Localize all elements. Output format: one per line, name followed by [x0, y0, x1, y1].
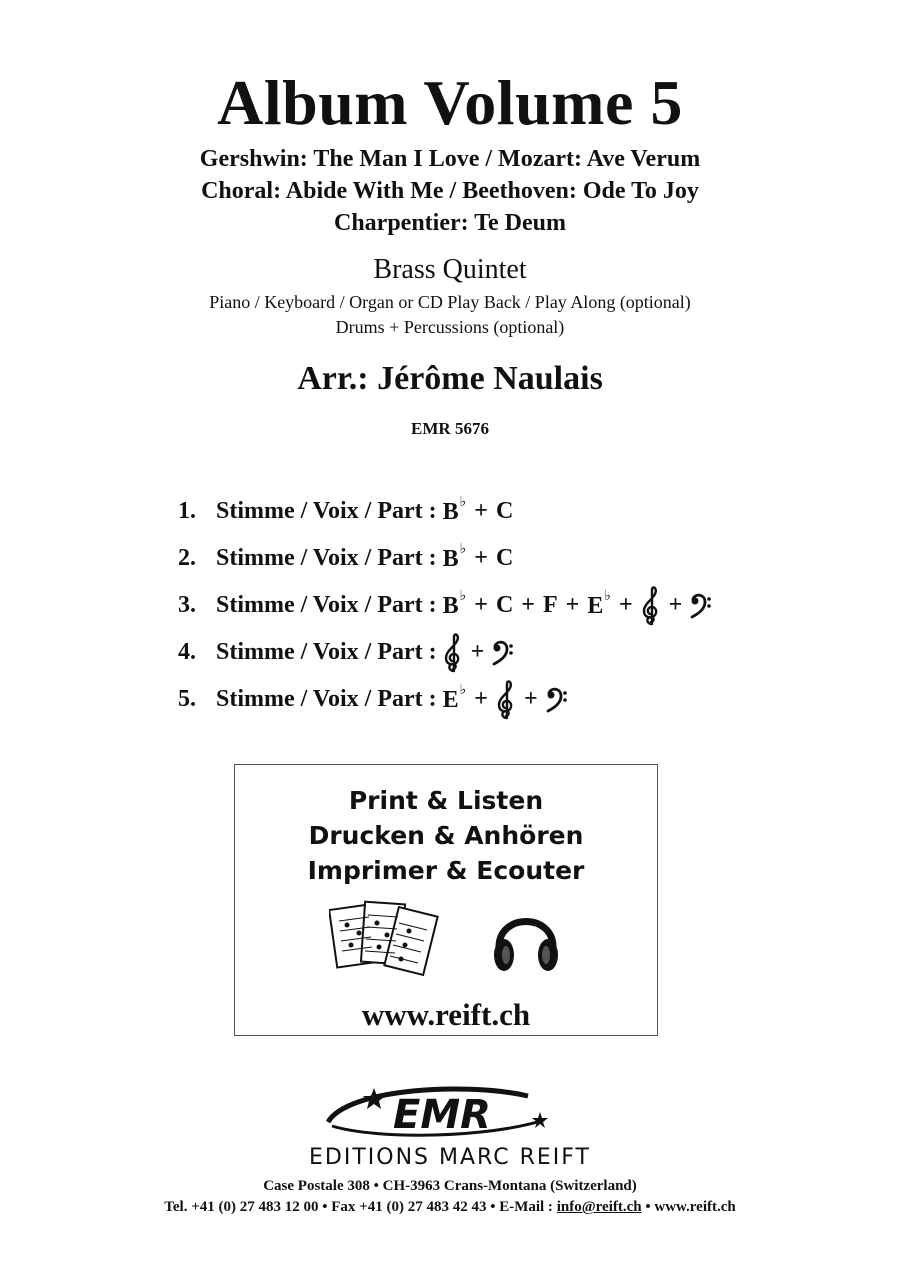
- part-number: 1.: [178, 498, 196, 524]
- key-e-flat: E♭: [442, 682, 467, 713]
- parts-list: [178, 488, 828, 723]
- part-row-4: [178, 629, 828, 676]
- headphones-icon: [491, 901, 561, 979]
- bass-clef-icon: [690, 593, 712, 619]
- treble-clef-icon: [641, 586, 661, 626]
- part-number: 4.: [178, 639, 196, 665]
- key-c: C: [495, 498, 514, 524]
- ensemble-label: Brass Quintet: [373, 254, 527, 285]
- emr-logo: [318, 1082, 558, 1142]
- key-b-flat: B♭: [442, 588, 467, 619]
- subtitle-line-2: Choral: Abide With Me / Beethoven: Ode To Joy: [201, 178, 699, 204]
- publisher-contact: [0, 1197, 900, 1217]
- plus-sign: +: [618, 592, 633, 618]
- instrumentation-line-1: Piano / Keyboard / Organ or CD Play Back / Play Along (optional): [209, 292, 691, 312]
- key-e-flat: E♭: [587, 588, 611, 619]
- flat-sign-icon: ♭: [459, 588, 467, 604]
- part-label: Stimme / Voix / Part :: [216, 639, 437, 665]
- svg-text:EMR: EMR: [393, 1092, 491, 1138]
- part-number: 3.: [178, 592, 196, 618]
- part-row-3: [178, 582, 828, 629]
- flat-sign-icon: ♭: [459, 682, 467, 698]
- promo-line-2: Drucken & Anhören: [308, 821, 584, 850]
- bass-clef-icon: [492, 640, 514, 666]
- plus-sign: +: [565, 592, 580, 618]
- promo-line-1: Print & Listen: [348, 786, 544, 815]
- promo-line-3: Imprimer & Ecouter: [307, 856, 585, 885]
- key-c: C: [495, 592, 514, 618]
- bass-clef-icon: [546, 687, 568, 713]
- plus-sign: +: [474, 545, 488, 571]
- publisher-name: EDITIONS MARC REIFT: [309, 1145, 591, 1170]
- plus-sign: +: [668, 592, 683, 618]
- plus-sign: +: [474, 592, 488, 618]
- plus-sign: +: [474, 498, 488, 524]
- part-row-2: [178, 535, 828, 582]
- key-b-flat: B♭: [442, 494, 467, 525]
- part-row-5: [178, 676, 828, 723]
- arranger-credit: Arr.: Jérôme Naulais: [297, 360, 603, 397]
- key-f: F: [542, 592, 558, 618]
- contact-suffix: • www.reift.ch: [641, 1199, 736, 1215]
- part-label: Stimme / Voix / Part :: [216, 545, 437, 571]
- flat-sign-icon: ♭: [459, 494, 467, 510]
- part-row-1: [178, 488, 828, 535]
- sheet-music-icon: [329, 899, 439, 981]
- subtitle-line-3: Charpentier: Te Deum: [334, 210, 566, 236]
- part-label: Stimme / Voix / Part :: [216, 686, 437, 712]
- part-label: Stimme / Voix / Part :: [216, 498, 437, 524]
- email-link[interactable]: info@reift.ch: [556, 1199, 642, 1215]
- part-label: Stimme / Voix / Part :: [216, 592, 437, 618]
- part-number: 2.: [178, 545, 196, 571]
- treble-clef-icon: [496, 680, 516, 720]
- plus-sign: +: [470, 639, 485, 665]
- flat-sign-icon: ♭: [459, 541, 467, 557]
- plus-sign: +: [474, 686, 488, 712]
- key-c: C: [495, 545, 514, 571]
- key-b-flat: B♭: [442, 541, 467, 572]
- instrumentation-line-2: Drums + Percussions (optional): [335, 317, 565, 337]
- subtitle-line-1: Gershwin: The Man I Love / Mozart: Ave Verum: [199, 146, 701, 172]
- publisher-address: Case Postale 308 • CH-3963 Crans-Montana (Switzerland): [263, 1178, 637, 1194]
- flat-sign-icon: ♭: [604, 588, 611, 604]
- contact-prefix: Tel. +41 (0) 27 483 12 00 • Fax +41 (0) 27 483 42 43 • E-Mail :: [164, 1199, 557, 1215]
- part-number: 5.: [178, 686, 196, 712]
- plus-sign: +: [523, 686, 538, 712]
- page-title: Album Volume 5: [217, 67, 683, 138]
- promo-url[interactable]: www.reift.ch: [361, 997, 531, 1032]
- treble-clef-icon: [443, 633, 463, 673]
- print-listen-box: [234, 764, 658, 1036]
- plus-sign: +: [521, 592, 535, 618]
- catalog-number: EMR 5676: [411, 419, 489, 438]
